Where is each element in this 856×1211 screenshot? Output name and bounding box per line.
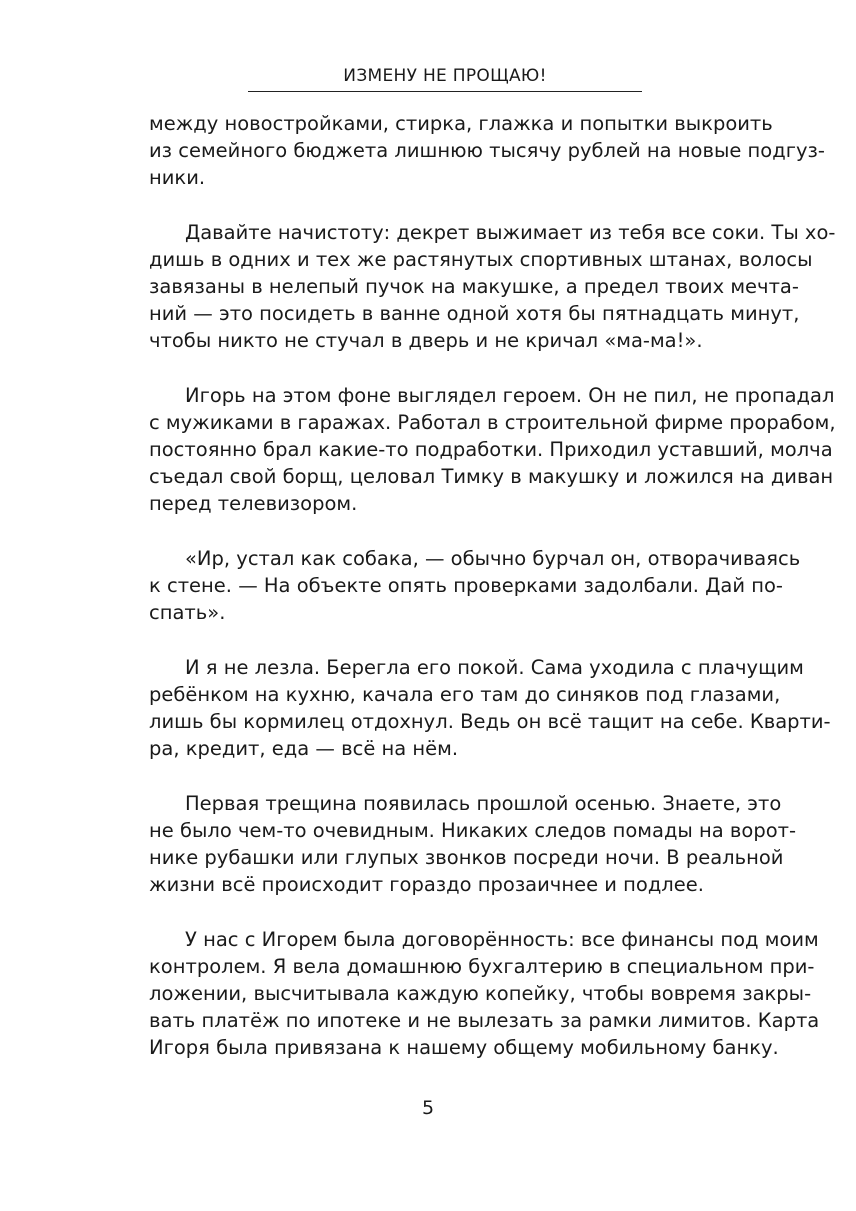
paragraph	[149, 926, 820, 1061]
text-line: контролем. Я вела домашнюю бухгалтерию в специальном при-	[149, 955, 815, 978]
page-number: 5	[421, 1097, 435, 1119]
text-line: ложении, высчитывала каждую копейку, чтобы вовремя закры-	[149, 982, 812, 1005]
text-line: У нас с Игорем была договорённость: все финансы под моим	[185, 928, 819, 951]
text-line: ний — это посидеть в ванне одной хотя бы пятнадцать минут,	[149, 302, 800, 325]
paragraph-gap	[149, 191, 744, 219]
paragraph	[149, 219, 836, 354]
text-line: дишь в одних и тех же растянутых спортивных штанах, волосы	[149, 248, 813, 271]
paragraph-gap	[149, 354, 744, 382]
paragraph	[149, 382, 836, 517]
running-header: ИЗМЕНУ НЕ ПРОЩАЮ!	[343, 66, 547, 86]
text-line: ребёнком на кухню, качала его там до синяков под глазами,	[149, 683, 781, 706]
text-line: между новостройками, стирка, глажка и попытки выкроить	[149, 112, 773, 135]
paragraph	[149, 790, 797, 898]
text-line: постоянно брал какие-то подработки. Приходил уставший, молча	[149, 438, 833, 461]
text-line: с мужиками в гаражах. Работал в строительной фирме прорабом,	[149, 411, 836, 434]
text-line: не было чем-то очевидным. Никаких следов помады на ворот-	[149, 819, 797, 842]
paragraph-gap	[149, 517, 744, 545]
text-line: И я не лезла. Берегла его покой. Сама уходила с плачущим	[185, 656, 804, 679]
text-line: завязаны в нелепый пучок на макушке, а предел твоих мечта-	[149, 275, 799, 298]
text-line: Давайте начистоту: декрет выжимает из тебя все соки. Ты хо-	[185, 221, 836, 244]
text-line: перед телевизором.	[149, 492, 358, 515]
text-line: ники.	[149, 166, 206, 189]
paragraph-gap	[149, 626, 744, 654]
paragraph	[149, 545, 801, 626]
text-line: ра, кредит, еда — всё на нём.	[149, 737, 459, 760]
text-line: нике рубашки или глупых звонков посреди ночи. В реальной	[149, 846, 784, 869]
text-line: спать».	[149, 601, 226, 624]
text-line: «Ир, устал как собака, — обычно бурчал он, отворачиваясь	[185, 547, 801, 570]
text-line: Игорь на этом фоне выглядел героем. Он не пил, не пропадал	[185, 384, 835, 407]
paragraph	[149, 654, 831, 762]
text-line: Игоря была привязана к нашему общему мобильному банку.	[149, 1036, 779, 1059]
text-line: Первая трещина появилась прошлой осенью. Знаете, это	[185, 792, 782, 815]
text-line: съедал свой борщ, целовал Тимку в макушку и ложился на диван	[149, 465, 834, 488]
text-line: из семейного бюджета лишнюю тысячу рублей на новые подгуз-	[149, 139, 825, 162]
text-line: к стене. — На объекте опять проверками задолбали. Дай по-	[149, 574, 783, 597]
paragraph-gap	[149, 898, 744, 926]
paragraph	[149, 110, 825, 191]
text-line: чтобы никто не стучал в дверь и не кричал «ма-ма!».	[149, 329, 703, 352]
paragraph-gap	[149, 762, 744, 790]
body-text	[149, 110, 836, 1061]
header-rule	[248, 91, 642, 92]
text-line: лишь бы кормилец отдохнул. Ведь он всё тащит на себе. Кварти-	[149, 710, 831, 733]
text-line: вать платёж по ипотеке и не вылезать за рамки лимитов. Карта	[149, 1009, 820, 1032]
text-line: жизни всё происходит гораздо прозаичнее и подлее.	[149, 873, 704, 896]
